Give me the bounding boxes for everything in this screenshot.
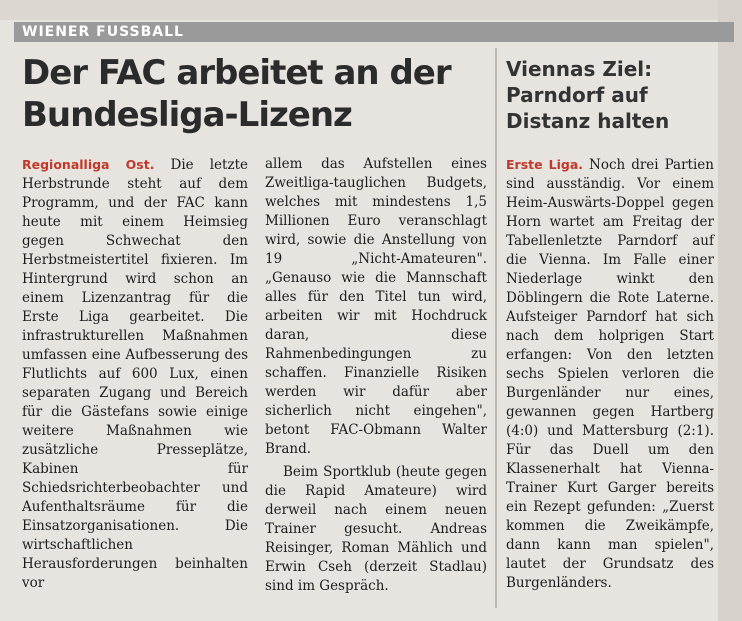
side-headline: [506, 56, 711, 134]
main-article-column-2: [265, 155, 487, 600]
main-headline-line1: Der FAC arbeitet an der: [22, 53, 451, 93]
column-divider: [495, 48, 497, 608]
side-headline-line2: Parndorf auf: [506, 83, 648, 107]
side-article-paragraph: [506, 155, 714, 593]
side-article-column: [506, 155, 714, 597]
main-article-lead: Regionalliga Ost.: [22, 157, 155, 172]
main-headline: [22, 52, 492, 136]
side-article-body: Noch drei Partien sind ausständig. Vor einem Heim-Auswärts-Doppel gegen Horn wartet am Freitag der Tabellenletzte Parndorf auf die Vienna. Im Falle einer Niederlage winkt den Döblingern die Rote Laterne. Aufsteiger Parndorf hat sich nach dem holprigen Start erfangen: Von den letzten sechs Spielen verloren die Burgenländer nur eines, gewannen gegen Hartberg (4:0) und Mattersburg (2:1). Für das Duell um den Klassenerhalt hat Vienna-Trainer Kurt Garger bereits ein Rezept gefunden: „Zuerst kommen die Zweikämpfe, dann kann man spielen", lautet der Grundsatz des Burgenländers.: [506, 157, 714, 591]
side-headline-line3: Distanz halten: [506, 109, 670, 133]
adjacent-page-bleed-top: [0, 0, 742, 20]
side-headline-line1: Viennas Ziel:: [506, 57, 653, 81]
main-article-paragraph-2: allem das Aufstellen eines Zweitliga-tauglichen Budgets, welches mit mindestens 1,5 Millionen Euro veranschlagt wird, sowie die Anstellung von 19 „Nicht-Amateuren". „Genauso wie die Mannschaft alles für den Titel tun wird, arbeiten wir mit Hochdruck daran, diese Rahmenbedingungen zu schaffen. Finanzielle Risiken werden wir dafür aber sicherlich nicht eingehen", betont FAC-Obmann Walter Brand.: [265, 156, 487, 457]
side-article-lead: Erste Liga.: [506, 157, 584, 172]
main-article-column-1: [22, 155, 248, 597]
main-article-body-1: Die letzte Herbstrunde steht auf dem Programm, und der FAC kann heute mit einem Heimsieg gegen Schwechat den Herbstmeistertitel fixieren. Im Hintergrund wird schon an einem Lizenzantrag für die Erste Liga gearbeitet. Die infrastrukturellen Maßnahmen umfassen eine Aufbesserung des Flutlichts auf 600 Lux, einen separaten Zugang und Bereich für die Gästefans sowie einige weitere Maßnahmen wie zusätzliche Presseplätze, Kabinen für Schiedsrichterbeobachter und Aufenthaltsräume für die Einsatzorganisationen. Die wirtschaftlichen Herausforderungen beinhalten vor: [22, 157, 249, 591]
adjacent-page-bleed-right: [718, 0, 742, 621]
main-article-paragraph-1: [22, 155, 248, 593]
section-kicker: WIENER FUSSBALL: [22, 24, 184, 40]
main-headline-line2: Bundesliga-Lizenz: [22, 95, 352, 135]
main-article-paragraph-3: Beim Sportklub (heute gegen die Rapid Amateure) wird derweil nach einem neuen Trainer gesucht. Andreas Reisinger, Roman Mählich und Erwin Cseh (derzeit Stadlau) sind im Gespräch.: [265, 464, 487, 594]
